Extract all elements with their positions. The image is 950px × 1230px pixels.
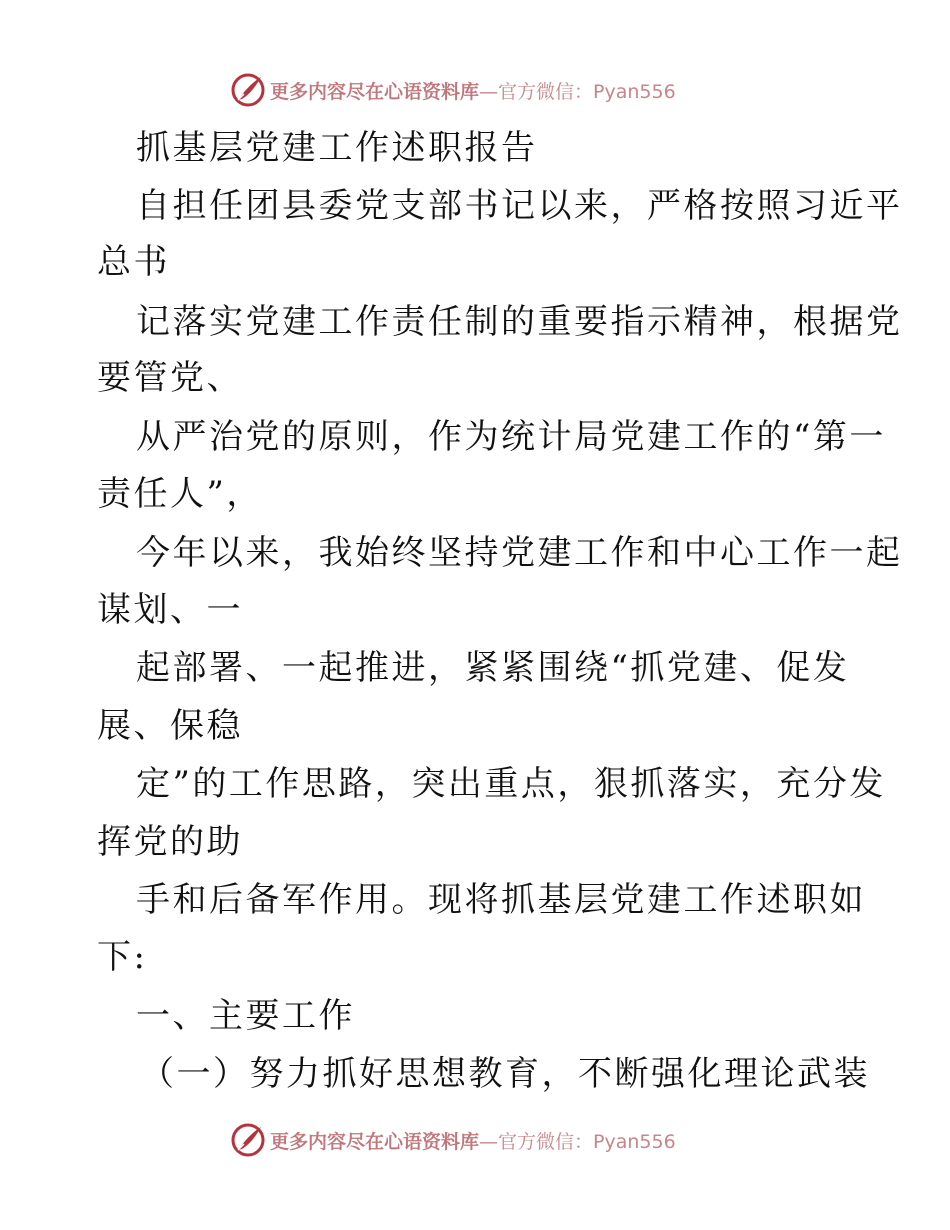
paragraph-line: 总书 (97, 242, 170, 282)
paragraph-line: 记落实党建工作责任制的重要指示精神，根据党 (136, 302, 903, 342)
watermark-wechat: 官方微信：Pyan556 (498, 80, 676, 103)
paragraph-line: 要管党、 (97, 358, 243, 398)
watermark-brand: 更多内容尽在心语资料库 (270, 1130, 480, 1153)
watermark-text (270, 1127, 676, 1154)
watermark-text (270, 77, 676, 104)
quill-pen-logo-icon (230, 72, 266, 108)
paragraph-line: 手和后备军作用。现将抓基层党建工作述职如 (136, 880, 866, 920)
watermark-footer (230, 1122, 730, 1158)
paragraph-line: 起部署、一起推进，紧紧围绕“抓党建、促发 (136, 648, 850, 688)
section-heading: 一、主要工作 (136, 996, 355, 1036)
paragraph-line: 从严治党的原则，作为统计局党建工作的“第一 (136, 417, 886, 457)
paragraph-line: 谋划、一 (97, 590, 243, 630)
paragraph-line: 今年以来，我始终坚持党建工作和中心工作一起 (136, 533, 903, 573)
watermark-separator: — (479, 80, 499, 103)
watermark-wechat: 官方微信：Pyan556 (498, 1130, 676, 1153)
paragraph-line: 自担任团县委党支部书记以来，严格按照习近平 (136, 186, 903, 226)
document-title: 抓基层党建工作述职报告 (136, 128, 538, 168)
watermark-brand: 更多内容尽在心语资料库 (270, 80, 480, 103)
paragraph-line: 下: (97, 937, 148, 977)
paragraph-line: 定”的工作思路，突出重点，狠抓落实，充分发 (136, 764, 886, 804)
quill-pen-logo-icon (230, 1122, 266, 1158)
paragraph-line: 展、保稳 (97, 706, 243, 746)
paragraph-line: 挥党的助 (97, 822, 243, 862)
paragraph-line: 责任人”， (97, 474, 263, 514)
subsection-heading: （一）努力抓好思想教育，不断强化理论武装 (140, 1054, 870, 1094)
watermark-separator: — (479, 1130, 499, 1153)
watermark-header (230, 72, 730, 108)
